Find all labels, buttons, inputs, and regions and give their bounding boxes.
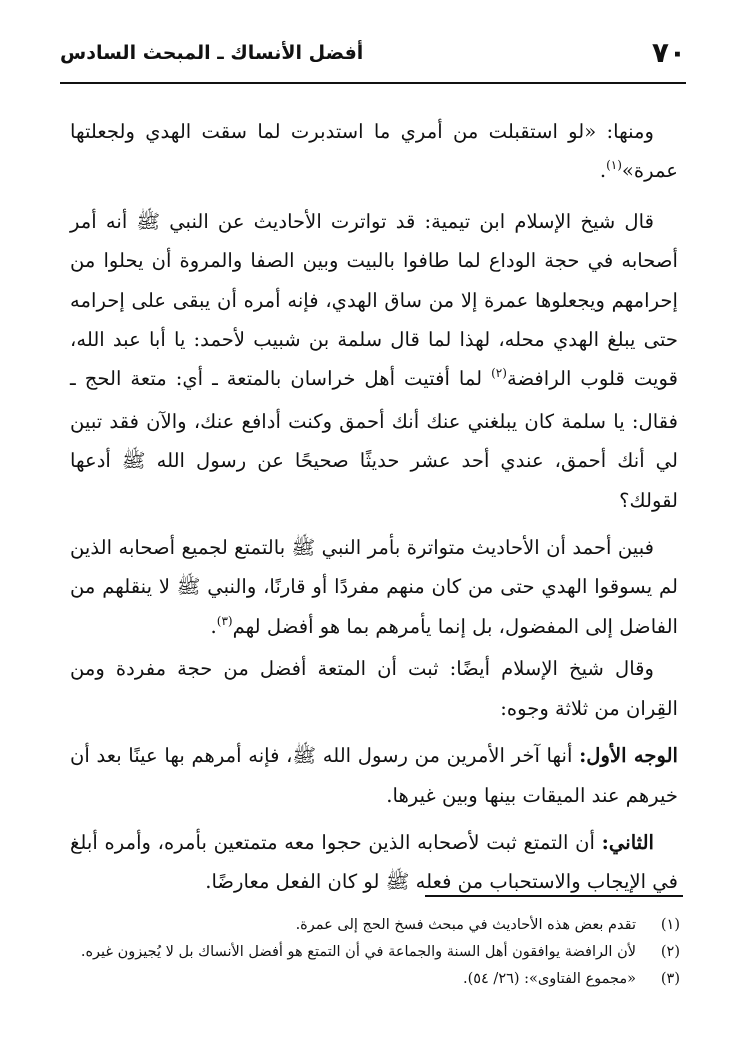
footnote-divider — [425, 895, 683, 897]
page-number: ٧٠ — [651, 36, 686, 69]
page-header — [60, 34, 686, 74]
footnote-text: لأن الرافضة يوافقون أهل السنة والجماعة في أن التمتع هو أفضل الأنساك بل لا يُجيزون غيره. — [80, 944, 636, 960]
footnote-mark: (١) — [660, 917, 680, 933]
footnote-1 — [70, 912, 680, 939]
footnote-mark: (٣) — [660, 971, 680, 987]
footnote-mark: (٢) — [660, 944, 680, 960]
footnote-text: تقدم بعض هذه الأحاديث في مبحث فسخ الحج إلى عمرة. — [295, 917, 636, 933]
footnotes — [70, 912, 680, 993]
running-title: أفضل الأنساك ـ المبحث السادس — [60, 42, 364, 64]
footnote-2 — [70, 939, 680, 966]
footnote-ref-1: (١) — [606, 158, 622, 173]
paragraph-1: ومنها: «لو استقبلت من أمري ما استدبرت لما سقت الهدي ولجعلتها عمرة»$^{(١)}$. — [70, 120, 678, 183]
point-2-label: الثاني: — [601, 830, 654, 854]
footnote-ref-2: (٢) — [491, 366, 507, 381]
footnote-ref-3: (٣) — [216, 613, 233, 628]
point-1-label: الوجه الأول: — [579, 744, 678, 768]
paragraph-4: وقال شيخ الإسلام أيضًا: ثبت أن المتعة أفضل من حجة مفردة ومن القِران من ثلاثة وجوه: — [70, 657, 678, 720]
footnote-3 — [70, 966, 680, 993]
main-text — [70, 112, 678, 902]
paragraph-6: الثاني: أن التمتع ثبت لأصحابه الذين حجوا معه متمتعين بأمره، وأمره أبلغ في الإيجاب والاستحباب من فعله ﷺ لو كان الفعل معارضًا. — [70, 830, 678, 894]
footnote-text: «مجموع الفتاوى»: (٢٦/ ٥٤). — [462, 971, 636, 987]
paragraph-3: فبين أحمد أن الأحاديث متواترة بأمر النبي ﷺ بالتمتع لجميع أصحابه الذين لم يسوقوا الهدي حتى من كان منهم مفردًا أو قارنًا، والنبي ﷺ لا ينقلهم من الفاضل إلى المفضول، بل إنما يأمرهم بما هو أفضل لهم$^{(٣)}$. — [70, 536, 678, 638]
header-divider — [60, 82, 686, 84]
paragraph-5: الوجه الأول: أنها آخر الأمرين من رسول الله ﷺ، فإنه أمرهم بها عينًا بعد أن خيرهم عند الميقات بينها وبين غيرها. — [70, 744, 678, 807]
paragraph-2: قال شيخ الإسلام ابن تيمية: قد تواترت الأحاديث عن النبي ﷺ أنه أمر أصحابه في حجة الوداع لما طافوا بالبيت وبين الصفا والمروة أن يحلوا من إحرامهم ويجعلوها عمرة إلا من ساق الهدي، فإنه أمره أن يبقى على إحرامه حتى يبلغ الهدي محله، لهذا لما قال سلمة بن شبيب لأحمد: يا أبا عبد الله، قويت قلوب الرافضة$^{(٢)}$ لما أفتيت أهل خراسان بالمتعة ـ أي: متعة الحج ـ فقال: يا سلمة كان يبلغني عنك أنك أحمق وكنت أدافع عنك، والآن فقد تبين لي أنك أحمق، عندي أحد عشر حديثًا صحيحًا عن رسول الله ﷺ أدعها لقولك؟ — [70, 209, 679, 512]
